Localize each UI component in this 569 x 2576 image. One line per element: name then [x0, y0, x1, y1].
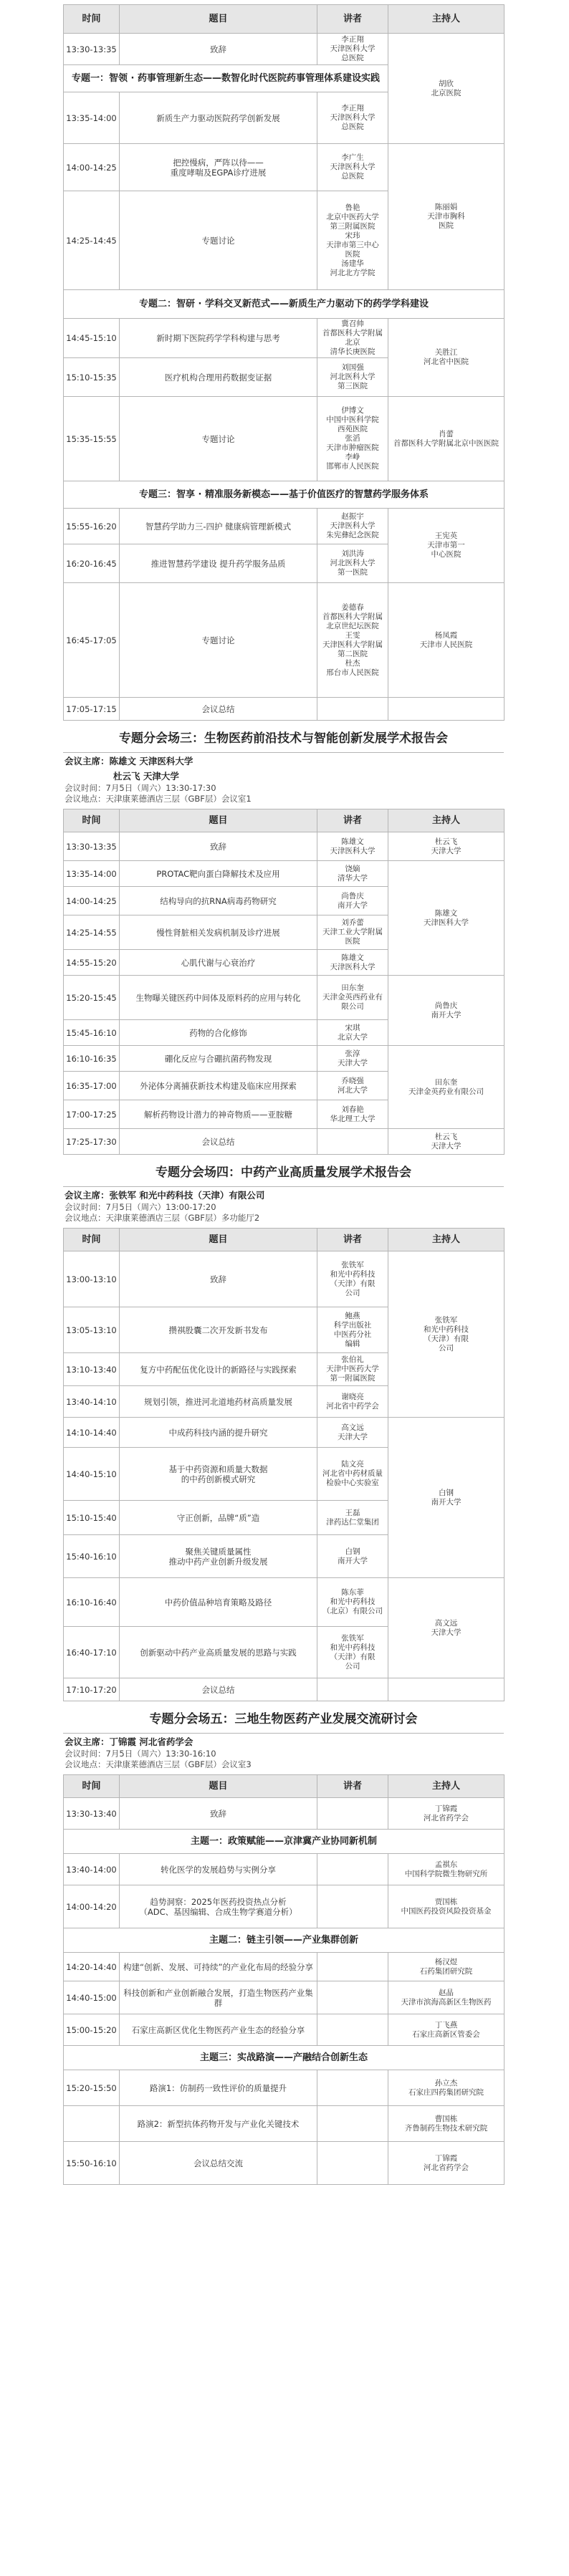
theme-title: 专题一：智领 · 药事管理新生态——数智化时代医院药事管理体系建设实践: [64, 65, 388, 92]
time-cell: 13:00-13:10: [64, 1251, 120, 1307]
time-cell: 17:05-17:15: [64, 698, 120, 721]
host-cell: 王宪英 天津市第一 中心医院: [388, 509, 505, 583]
host-cell: 陈雄文 天津医科大学: [388, 861, 505, 976]
table-header-row: [64, 5, 505, 34]
topic-cell: 会议总结: [120, 1678, 317, 1701]
table-row: [64, 397, 505, 481]
header-time: 时间: [64, 1775, 120, 1798]
time-cell: 14:00-14:20: [64, 1885, 120, 1928]
topic-cell: 外泌体分离捕获新技术构建及临床应用探索: [120, 1072, 317, 1100]
speaker-cell: 李正翔 天津医科大学 总医院: [317, 34, 388, 65]
time-cell: 14:00-14:25: [64, 887, 120, 915]
agenda-table: [63, 809, 505, 1155]
table-header-row: [64, 1775, 505, 1798]
topic-cell: 会议总结交流: [120, 2142, 317, 2185]
time-cell: 14:10-14:40: [64, 1418, 120, 1448]
time-cell: 15:20-15:45: [64, 976, 120, 1020]
speaker-cell: 谢晓亮 河北省中药学会: [317, 1386, 388, 1418]
host-cell: [388, 1678, 505, 1701]
speaker-cell: 李正翔 天津医科大学 总医院: [317, 92, 388, 144]
topic-cell: 把控慢病，严阵以待—— 重度哮喘及EGPA诊疗进展: [120, 144, 317, 191]
speaker-cell: [317, 1798, 388, 1830]
speaker-cell: 田东奎 天津金英西药业有限公司: [317, 976, 388, 1020]
time-cell: 13:40-14:10: [64, 1386, 120, 1418]
speaker-cell: 陈东菲 和光中药科技 （北京）有限公司: [317, 1578, 388, 1627]
topic-cell: 药物的合化修饰: [120, 1020, 317, 1046]
topic-cell: 构建“创新、发展、可持续”的产业化布局的经验分享: [120, 1953, 317, 1981]
table-row: [64, 1981, 505, 2014]
host-cell: 赵晶 天津市滨海高新区生物医药: [388, 1981, 505, 2014]
time-cell: 15:00-15:20: [64, 2014, 120, 2046]
time-cell: [64, 2106, 120, 2142]
host-cell: 张铁军 和光中药科技 （天津）有限 公司: [388, 1251, 505, 1418]
session-title: 专题分会场三：生物医药前沿技术与智能创新发展学术报告会: [119, 731, 448, 746]
table-row: [64, 1578, 505, 1627]
table-row: [64, 1798, 505, 1830]
session-title: 专题分会场四：中药产业高质量发展学术报告会: [156, 1166, 411, 1180]
header-host: 主持人: [388, 5, 505, 34]
table-row: [64, 861, 505, 887]
speaker-cell: 张淳 天津大学: [317, 1046, 388, 1072]
topic-cell: 新时期下医院药学学科构建与思考: [120, 319, 317, 358]
speaker-cell: [317, 2106, 388, 2142]
header-speaker: 讲者: [317, 1775, 388, 1798]
speaker-cell: 刘洪涛 河北医科大学 第一医院: [317, 544, 388, 583]
speaker-cell: 高文远 天津大学: [317, 1418, 388, 1448]
table-header-row: [64, 1229, 505, 1251]
time-cell: 13:40-14:00: [64, 1854, 120, 1885]
speaker-cell: 李广生 天津医科大学 总医院: [317, 144, 388, 191]
host-cell: 丁飞燕 石家庄高新区管委会: [388, 2014, 505, 2046]
session-info: [63, 1186, 504, 1228]
host-cell: 胡欣 北京医院: [388, 34, 505, 144]
topic-cell: 中成药科技内涵的提升研究: [120, 1418, 317, 1448]
table-row: [64, 34, 505, 65]
speaker-cell: 伊博文 中国中医科学院 西苑医院 张滔 天津市肿瘤医院 李峥 邯郸市人民医院: [317, 397, 388, 481]
table-row: [64, 698, 505, 721]
theme-row: [64, 2046, 505, 2070]
table-row: [64, 1854, 505, 1885]
speaker-cell: [317, 1678, 388, 1701]
speaker-cell: [317, 2142, 388, 2185]
time-cell: 15:55-16:20: [64, 509, 120, 544]
host-cell: 孙立杰 石家庄四药集团研究院: [388, 2070, 505, 2106]
session-chair: 会议主席：张铁军 和光中药科技（天津）有限公司: [64, 1190, 265, 1201]
header-speaker: 讲者: [317, 1229, 388, 1251]
time-cell: 16:35-17:00: [64, 1072, 120, 1100]
topic-cell: 生物曝关键医药中间体及原料药的应用与转化: [120, 976, 317, 1020]
header-time: 时间: [64, 5, 120, 34]
topic-cell: 新质生产力驱动医院药学创新发展: [120, 92, 317, 144]
speaker-cell: [317, 698, 388, 721]
topic-cell: 解析药物设计潜力的神奇物质——亚胺糖: [120, 1100, 317, 1129]
host-cell: 孟祺东 中国科学院微生物研究所: [388, 1854, 505, 1885]
time-cell: 13:05-13:10: [64, 1307, 120, 1353]
time-cell: 14:40-15:10: [64, 1448, 120, 1501]
topic-cell: 聚焦关键质量属性 推动中药产业创新升级发展: [120, 1535, 317, 1578]
time-cell: 15:50-16:10: [64, 2142, 120, 2185]
topic-cell: 复方中药配伍优化设计的新路径与实践探索: [120, 1353, 317, 1386]
topic-cell: 守正创新，品牌“质”造: [120, 1501, 317, 1535]
host-cell: 曹国栋 齐鲁制药生物技术研究院: [388, 2106, 505, 2142]
header-topic: 题目: [120, 809, 317, 832]
time-cell: 14:25-14:55: [64, 915, 120, 950]
speaker-cell: 陆文亮 河北省中药材质量 检验中心实验室: [317, 1448, 388, 1501]
topic-cell: 专题讨论: [120, 397, 317, 481]
host-cell: 贾国栋 中国医药投资风险投资基金: [388, 1885, 505, 1928]
topic-cell: 推进智慧药学建设 提升药学服务品质: [120, 544, 317, 583]
session-info-line: 会议地点：天津康莱德酒店三层（GBF层）多功能厅2: [64, 1213, 260, 1223]
topic-cell: 致辞: [120, 1251, 317, 1307]
time-cell: 14:40-15:00: [64, 1981, 120, 2014]
table-header-row: [64, 809, 505, 832]
table-row: [64, 1418, 505, 1448]
topic-cell: 科技创新和产业创新融合发展，打造生物医药产业集群: [120, 1981, 317, 2014]
agenda-table: [63, 4, 505, 721]
host-cell: 杨汉煜 石药集团研究院: [388, 1953, 505, 1981]
speaker-cell: 白钢 南开大学: [317, 1535, 388, 1578]
table-row: [64, 2014, 505, 2046]
session-info: [63, 1733, 504, 1774]
table-row: [64, 319, 505, 358]
session-info-line: 会议地点：天津康莱德酒店三层（GBF层）会议室1: [64, 794, 252, 804]
time-cell: 16:10-16:40: [64, 1578, 120, 1627]
time-cell: 15:10-15:40: [64, 1501, 120, 1535]
topic-cell: 心肌代谢与心衰治疗: [120, 950, 317, 976]
host-cell: 杜云飞 天津大学: [388, 832, 505, 861]
table-row: [64, 1953, 505, 1981]
session-title: 专题分会场五：三地生物医药产业发展交流研讨会: [149, 1712, 418, 1726]
time-cell: 16:10-16:35: [64, 1046, 120, 1072]
speaker-cell: 冀召帅 首都医科大学附属北京 清华长庚医院: [317, 319, 388, 358]
topic-cell: 结构导向的抗RNA病毒药物研究: [120, 887, 317, 915]
speaker-cell: 姜德春 首都医科大学附属 北京世纪坛医院 王雯 天津医科大学附属 第二医院 杜杰 邢台市人民医院: [317, 583, 388, 698]
session-chair: 杜云飞 天津大学: [113, 771, 179, 782]
speaker-cell: 陈雄文 天津医科大学: [317, 950, 388, 976]
theme-row: [64, 1928, 505, 1953]
time-cell: 15:10-15:35: [64, 358, 120, 397]
speaker-cell: 张伯礼 天津中医药大学 第一附属医院: [317, 1353, 388, 1386]
table-row: [64, 1129, 505, 1155]
host-cell: [388, 698, 505, 721]
host-cell: 陈丽娟 天津市胸科 医院: [388, 144, 505, 290]
speaker-cell: [317, 1953, 388, 1981]
table-row: [64, 2142, 505, 2185]
time-cell: 17:25-17:30: [64, 1129, 120, 1155]
topic-cell: 创新驱动中药产业高质量发展的思路与实践: [120, 1627, 317, 1678]
speaker-cell: 赵振宇 天津医科大学 朱宪彝纪念医院: [317, 509, 388, 544]
table-row: [64, 1251, 505, 1307]
table-row: [64, 1046, 505, 1072]
speaker-cell: 乔晓强 河北大学: [317, 1072, 388, 1100]
time-cell: 13:35-14:00: [64, 861, 120, 887]
header-time: 时间: [64, 1229, 120, 1251]
session-info: [63, 752, 504, 809]
table-row: [64, 144, 505, 191]
topic-cell: 趋势洞察：2025年医药投资热点分析 （ADC、基因编辑、合成生物学赛道分析）: [120, 1885, 317, 1928]
theme-title: 主题二：链主引领——产业集群创新: [64, 1928, 505, 1953]
speaker-cell: [317, 2014, 388, 2046]
topic-cell: 规划引领，推进河北道地药材高质量发展: [120, 1386, 317, 1418]
theme-title: 专题二：智研 · 学科交叉新范式——新质生产力驱动下的药学学科建设: [64, 290, 505, 319]
theme-row: [64, 481, 505, 509]
table-row: [64, 1885, 505, 1928]
agenda-table: [63, 1774, 505, 2185]
topic-cell: 基于中药资源和质量大数据 的中药创新模式研究: [120, 1448, 317, 1501]
topic-cell: 路演1：仿制药一致性评价的质量提升: [120, 2070, 317, 2106]
time-cell: 15:35-15:55: [64, 397, 120, 481]
host-cell: 高文远 天津大学: [388, 1578, 505, 1678]
time-cell: 15:45-16:10: [64, 1020, 120, 1046]
host-cell: 杨凤霞 天津市人民医院: [388, 583, 505, 698]
host-cell: 丁锦霞 河北省药学会: [388, 2142, 505, 2185]
time-cell: 13:30-13:35: [64, 34, 120, 65]
header-host: 主持人: [388, 809, 505, 832]
topic-cell: 专题讨论: [120, 583, 317, 698]
header-speaker: 讲者: [317, 5, 388, 34]
topic-cell: 转化医学的发展趋势与实例分享: [120, 1854, 317, 1885]
theme-row: [64, 1830, 505, 1854]
session-block: [63, 1159, 504, 1228]
table-row: [64, 2106, 505, 2142]
speaker-cell: 鲍燕 科学出版社 中医药分社 编辑: [317, 1307, 388, 1353]
table-row: [64, 583, 505, 698]
topic-cell: 致辞: [120, 832, 317, 861]
topic-cell: 会议总结: [120, 1129, 317, 1155]
speaker-cell: 陈雄文 天津医科大学: [317, 832, 388, 861]
table-row: [64, 976, 505, 1020]
topic-cell: 会议总结: [120, 698, 317, 721]
table-row: [64, 509, 505, 544]
theme-title: 主题三：实战路演——产融结合创新生态: [64, 2046, 505, 2070]
speaker-cell: 饶嫡 清华大学: [317, 861, 388, 887]
speaker-cell: 张铁军 和光中药科技 （天津）有限 公司: [317, 1627, 388, 1678]
topic-cell: 慢性肾脏相关发病机制及诊疗进展: [120, 915, 317, 950]
session-info-line: 会议地点：天津康莱德酒店三层（GBF层）会议室3: [64, 1759, 252, 1769]
time-cell: 16:20-16:45: [64, 544, 120, 583]
header-topic: 题目: [120, 5, 317, 34]
agenda-table: [63, 1228, 505, 1701]
host-cell: 关胜江 河北省中医院: [388, 319, 505, 397]
header-host: 主持人: [388, 1229, 505, 1251]
session-block: [63, 1706, 504, 1774]
time-cell: 17:00-17:25: [64, 1100, 120, 1129]
header-topic: 题目: [120, 1229, 317, 1251]
session-info-line: 会议时间：7月5日（周六）13:30-16:10: [64, 1749, 216, 1759]
time-cell: 13:10-13:40: [64, 1353, 120, 1386]
time-cell: 14:55-15:20: [64, 950, 120, 976]
topic-cell: 硼化反应与合硼抗菌药物发现: [120, 1046, 317, 1072]
host-cell: 丁锦霞 河北省药学会: [388, 1798, 505, 1830]
speaker-cell: 鲁艳 北京中医药大学 第三附属医院 宋玮 天津市第三中心 医院 汤建华 河北北方学院: [317, 191, 388, 290]
topic-cell: 专题讨论: [120, 191, 317, 290]
host-cell: 尚鲁庆 南开大学: [388, 976, 505, 1046]
agenda-document: [63, 4, 504, 2185]
session-info-line: 会议时间：7月5日（周六）13:00-17:20: [64, 1202, 216, 1212]
topic-cell: 路演2：新型抗体药物开发与产业化关键技术: [120, 2106, 317, 2142]
time-cell: 14:45-15:10: [64, 319, 120, 358]
time-cell: 14:00-14:25: [64, 144, 120, 191]
host-cell: 肖蕾 首都医科大学附属北京中医医院: [388, 397, 505, 481]
header-time: 时间: [64, 809, 120, 832]
session-chair: 会议主席：陈雄文 天津医科大学: [64, 756, 193, 766]
speaker-cell: [317, 1129, 388, 1155]
time-cell: 16:40-17:10: [64, 1627, 120, 1678]
time-cell: 13:35-14:00: [64, 92, 120, 144]
speaker-cell: 尚鲁庆 南开大学: [317, 887, 388, 915]
theme-title: 专题三：智享 · 精准服务新模态——基于价值医疗的智慧药学服务体系: [64, 481, 505, 509]
speaker-cell: 张铁军 和光中药科技 （天津）有限 公司: [317, 1251, 388, 1307]
host-cell: 田东奎 天津金英药业有限公司: [388, 1046, 505, 1129]
host-cell: 白钢 南开大学: [388, 1418, 505, 1578]
session-chair: 会议主席：丁锦霞 河北省药学会: [64, 1736, 193, 1747]
session-info-line: 会议时间：7月5日（周六）13:30-17:30: [64, 783, 216, 793]
time-cell: 13:30-13:35: [64, 832, 120, 861]
topic-cell: 攒祺股囊二次开发新书发布: [120, 1307, 317, 1353]
time-cell: 15:20-15:50: [64, 2070, 120, 2106]
topic-cell: 致辞: [120, 34, 317, 65]
speaker-cell: [317, 1885, 388, 1928]
topic-cell: 致辞: [120, 1798, 317, 1830]
speaker-cell: [317, 1981, 388, 2014]
time-cell: 16:45-17:05: [64, 583, 120, 698]
header-host: 主持人: [388, 1775, 505, 1798]
speaker-cell: 刘春艳 华北理工大学: [317, 1100, 388, 1129]
header-topic: 题目: [120, 1775, 317, 1798]
theme-row: [64, 290, 505, 319]
table-row: [64, 1678, 505, 1701]
speaker-cell: [317, 2070, 388, 2106]
speaker-cell: 王磊 津药达仁堂集团: [317, 1501, 388, 1535]
time-cell: 14:20-14:40: [64, 1953, 120, 1981]
topic-cell: 石家庄高新区优化生物医药产业生态的经验分享: [120, 2014, 317, 2046]
time-cell: 13:30-13:40: [64, 1798, 120, 1830]
speaker-cell: 刘国强 河北医科大学 第三医院: [317, 358, 388, 397]
topic-cell: 医疗机构合理用药数据变证据: [120, 358, 317, 397]
host-cell: 杜云飞 天津大学: [388, 1129, 505, 1155]
time-cell: 14:25-14:45: [64, 191, 120, 290]
speaker-cell: [317, 1854, 388, 1885]
session-block: [63, 725, 504, 809]
topic-cell: PROTAC靶向蛋白降解技术及应用: [120, 861, 317, 887]
table-row: [64, 2070, 505, 2106]
time-cell: 17:10-17:20: [64, 1678, 120, 1701]
time-cell: 15:40-16:10: [64, 1535, 120, 1578]
topic-cell: 智慧药学助力三-四护 健康病管理新模式: [120, 509, 317, 544]
topic-cell: 中药价值品种培育策略及路径: [120, 1578, 317, 1627]
speaker-cell: 宋琪 北京大学: [317, 1020, 388, 1046]
theme-title: 主题一：政策赋能——京津冀产业协同新机制: [64, 1830, 505, 1854]
header-speaker: 讲者: [317, 809, 388, 832]
speaker-cell: 刘乔蕾 天津工业大学附属医院: [317, 915, 388, 950]
table-row: [64, 832, 505, 861]
